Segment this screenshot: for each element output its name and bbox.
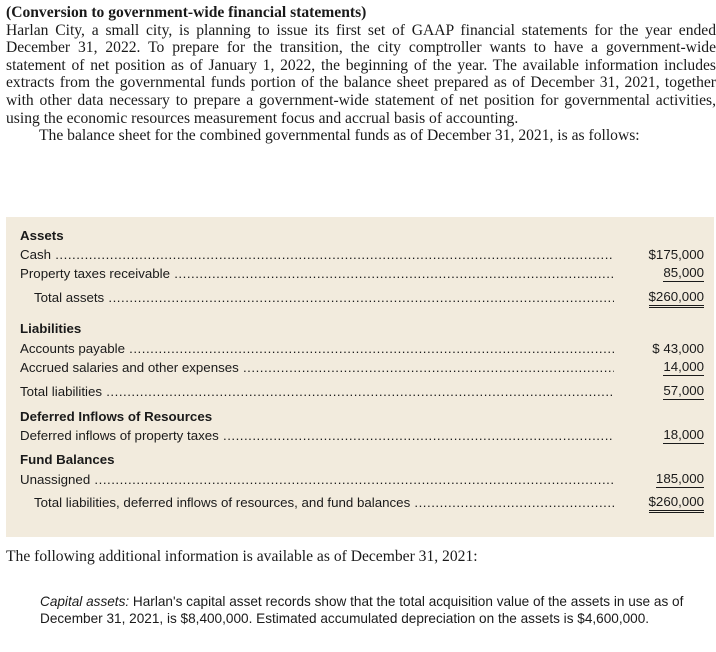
balance-sheet-panel	[6, 217, 714, 537]
cash-label: Cash .....	[20, 245, 614, 264]
row-grand-total	[20, 493, 706, 512]
deferred-label: Deferred inflows of property taxes .....	[20, 426, 614, 445]
problem-heading: (Conversion to government-wide financial statements)	[6, 4, 367, 21]
accrued-label: Accrued salaries and other expenses .....	[20, 358, 614, 377]
unassigned-value: 185,000	[655, 471, 704, 486]
deferred-value: 18,000	[663, 427, 704, 442]
total-assets-label: Total assets .....	[34, 288, 614, 307]
total-liab-value: 57,000	[663, 383, 704, 398]
additional-info-lead: The following additional information is available as of December 31, 2021:	[6, 548, 478, 565]
deferred-header: Deferred Inflows of Resources	[20, 409, 213, 424]
cash-value: $175,000	[648, 247, 704, 262]
fund-balances-header: Fund Balances	[20, 452, 115, 467]
row-accounts-payable	[20, 339, 706, 358]
row-unassigned	[20, 470, 706, 489]
row-cash	[20, 245, 706, 264]
ap-value: $ 43,000	[652, 341, 704, 356]
accrued-value: 14,000	[663, 359, 704, 374]
ptr-value: 85,000	[663, 265, 704, 280]
row-accrued-salaries	[20, 358, 706, 377]
capital-assets-title: Capital assets:	[40, 594, 130, 609]
row-total-liabilities	[20, 382, 706, 401]
capital-assets-note	[40, 593, 690, 627]
problem-intro	[6, 4, 716, 145]
grand-total-value: $260,000	[649, 493, 704, 513]
ap-label: Accounts payable .....	[20, 339, 614, 358]
assets-header: Assets	[20, 228, 64, 243]
row-total-assets	[20, 288, 706, 307]
grand-total-label: Total liabilities, deferred inflows of resources, and fund balances .....	[34, 493, 614, 512]
row-deferred-inflows	[20, 426, 706, 445]
total-liab-label: Total liabilities .....	[20, 382, 614, 401]
row-property-taxes-receivable	[20, 264, 706, 283]
problem-paragraph: Harlan City, a small city, is planning to issue its first set of GAAP financial statements for the year ended December 31, 2022. To prepare for the transition, the city comptroller wants to have a government-wide statement of net position as of January 1, 2022, the beginning of the year. The available information includes extracts from the governmental funds portion of the balance sheet prepared as of December 31, 2021, together with other data necessary to prepare a government-wide statement of net position for governmental activities, using the economic resources measurement focus and accrual basis of accounting.	[6, 21, 716, 127]
capital-assets-text: Harlan's capital asset records show that the total acquisition value of the assets in use as of December 31, 2021, is $8,400,000. Estimated accumulated depreciation on the assets is $4,600,000.	[40, 594, 684, 626]
liabilities-header: Liabilities	[20, 321, 82, 336]
ptr-label: Property taxes receivable .....	[20, 264, 614, 283]
total-assets-value: $260,000	[649, 288, 704, 308]
balance-sheet-lead: The balance sheet for the combined governmental funds as of December 31, 2021, is as follows:	[39, 127, 640, 145]
unassigned-label: Unassigned .....	[20, 470, 614, 489]
